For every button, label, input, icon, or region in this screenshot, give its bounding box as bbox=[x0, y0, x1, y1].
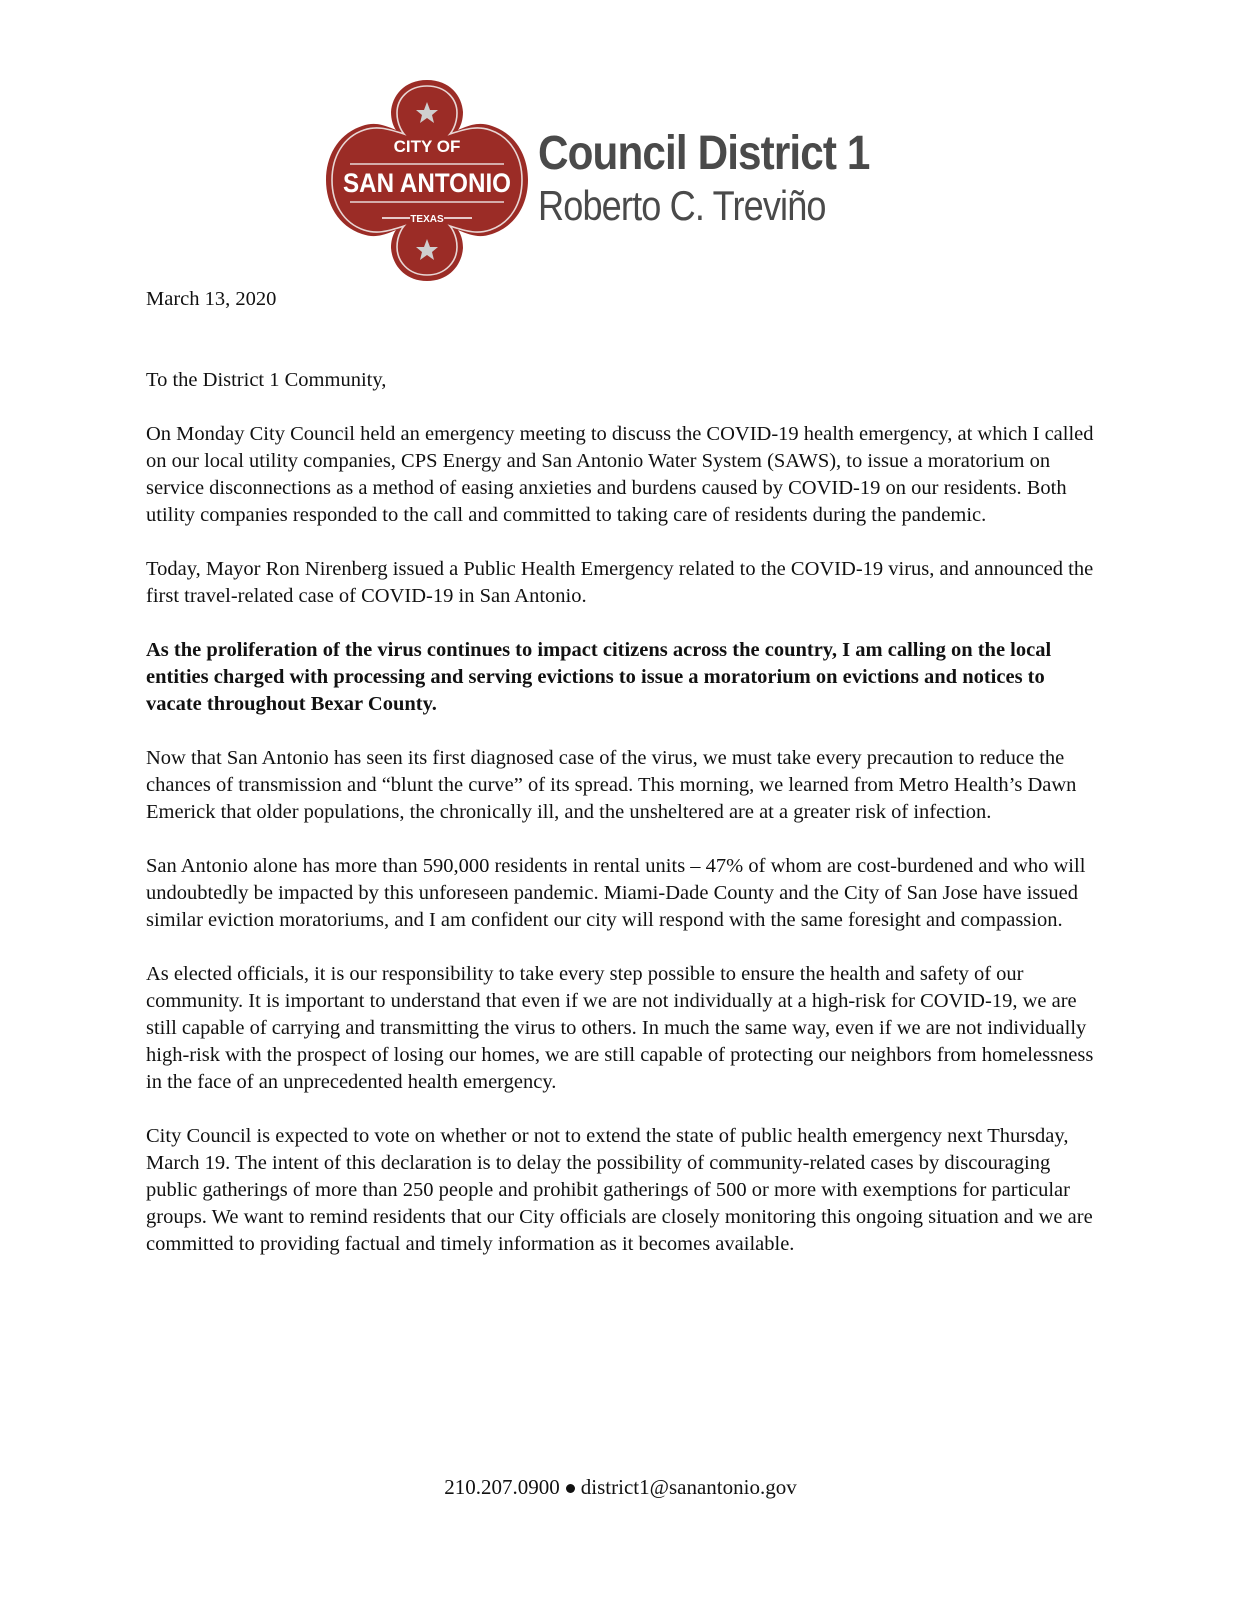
footer-contact bbox=[0, 1474, 1241, 1501]
seal-line1: CITY OF bbox=[393, 137, 461, 156]
letterhead bbox=[322, 70, 942, 285]
paragraph: San Antonio alone has more than 590,000 residents in rental units – 47% of whom are cost-burdened and who will undoubtedly be impacted by this unforeseen pandemic. Miami-Dade County and the City of San Jose have issued similar eviction moratoriums, and I am confident our city will respond with the same foresight and compassion. bbox=[146, 855, 1086, 931]
letter-body bbox=[146, 286, 1096, 1285]
paragraph: Now that San Antonio has seen its first diagnosed case of the virus, we must take every precaution to reduce the chances of transmission and “blunt the curve” of its spread. This morning, we learned from Metro Health’s Dawn Emerick that older populations, the chronically ill, and the unsheltered are at a greater risk of infection. bbox=[146, 747, 1077, 823]
bullet-separator bbox=[566, 1484, 575, 1493]
paragraph: As elected officials, it is our responsibility to take every step possible to ensure the health and safety of our community. It is important to understand that even if we are not individually at a high-risk for COVID-19, we are still capable of carrying and transmitting the virus to others. In much the same way, even if we are not individually high-risk with the prospect of losing our homes, we are still capable of protecting our neighbors from homelessness in the face of an unprecedented health emergency. bbox=[146, 963, 1094, 1093]
bold-paragraph: As the proliferation of the virus continues to impact citizens across the country, I am calling on the local entities charged with processing and serving evictions to issue a moratorium on evictions and notices to vacate throughout Bexar County. bbox=[146, 639, 1052, 715]
footer-phone: 210.207.0900 bbox=[444, 1475, 560, 1499]
paragraph: Today, Mayor Ron Nirenberg issued a Public Health Emergency related to the COVID-19 virus, and announced the first travel-related case of COVID-19 in San Antonio. bbox=[146, 558, 1094, 607]
footer-email: district1@sanantonio.gov bbox=[580, 1475, 797, 1499]
paragraph: City Council is expected to vote on whether or not to extend the state of public health emergency next Thursday, March 19. The intent of this declaration is to delay the possibility of community-related cases by discouraging public gatherings of more than 250 people and prohibit gatherings of 500 or more with exemptions for particular groups. We want to remind residents that our City officials are closely monitoring this ongoing situation and we are committed to providing factual and timely information as it becomes available. bbox=[146, 1125, 1093, 1255]
district-title: Council District 1 bbox=[538, 127, 870, 180]
letter-date: March 13, 2020 bbox=[146, 288, 277, 310]
council-member-name: Roberto C. Treviño bbox=[538, 182, 826, 229]
city-seal-logo bbox=[322, 78, 532, 283]
paragraph: On Monday City Council held an emergency meeting to discuss the COVID-19 health emergency, at which I called on our local utility companies, CPS Energy and San Antonio Water System (SAWS), to issue a moratorium on service disconnections as a method of easing anxieties and burdens caused by COVID-19 on our residents. Both utility companies responded to the call and committed to taking care of residents during the pandemic. bbox=[146, 423, 1094, 526]
salutation: To the District 1 Community, bbox=[146, 369, 387, 391]
district-heading bbox=[538, 126, 915, 230]
seal-line2: SAN ANTONIO bbox=[343, 168, 511, 198]
seal-line3: TEXAS bbox=[410, 214, 444, 225]
